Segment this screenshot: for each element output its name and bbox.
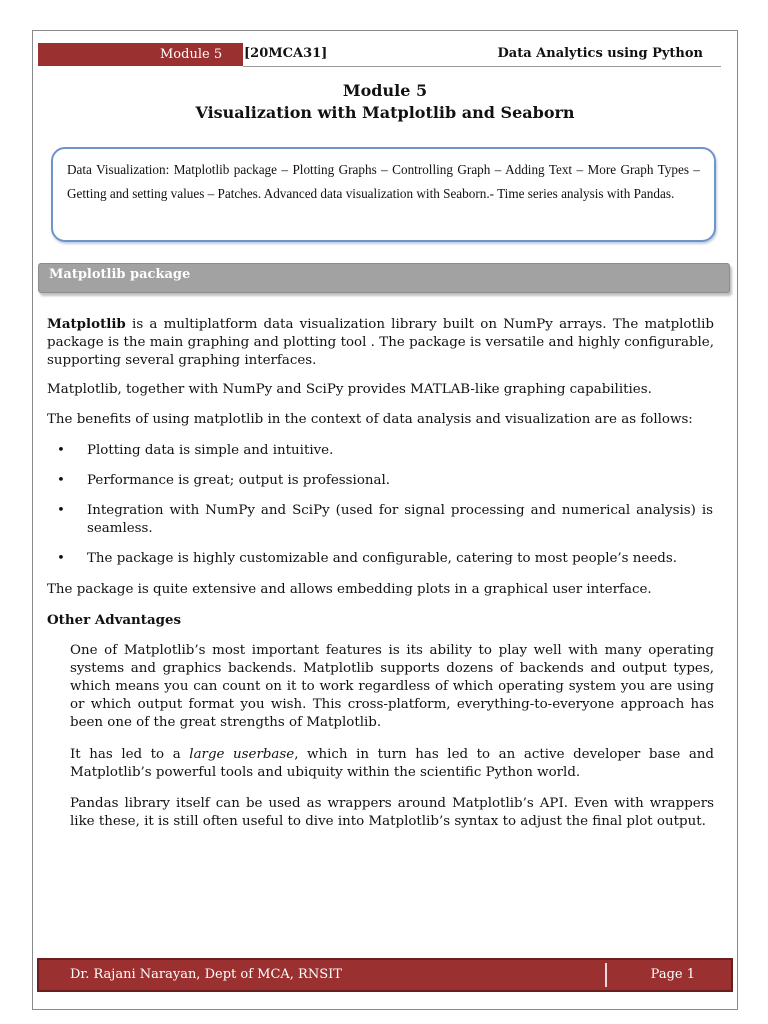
list-item-text: Plotting data is simple and intuitive. <box>87 443 334 458</box>
paragraph-advantage-pandas: Pandas library itself can be used as wrappers around Matplotlib’s API. Even with wrappers like these, it is still often useful to dive into Matplotlib’s syntax to adjust the final plot output. <box>70 796 714 829</box>
section-heading-bar <box>38 263 730 293</box>
list-item-text: Integration with NumPy and SciPy (used for signal processing and numerical analysis) is seamless. <box>87 503 713 536</box>
bullet-dot-icon: • <box>57 473 65 488</box>
subheading-other-advantages: Other Advantages <box>47 612 182 628</box>
footer-divider <box>605 963 607 987</box>
bullet-dot-icon: • <box>57 503 65 518</box>
paragraph-intro <box>47 315 714 370</box>
userbase-text-after: , which in turn has led to an active developer base and Matplotlib’s powerful tools and ubiquity within the scientific Python world. <box>70 747 715 780</box>
syllabus-text: Data Visualization: Matplotlib package – Plotting Graphs – Controlling Graph – Adding Text – More Graph Types – Getting and setting values – Patches. Advanced data visualization with Seaborn.- Time series analysis with Pandas. <box>67 162 700 201</box>
bullet-dot-icon: • <box>57 443 65 458</box>
section-heading: Matplotlib package <box>49 267 191 282</box>
footer-author: Dr. Rajani Narayan, Dept of MCA, RNSIT <box>70 967 342 982</box>
paragraph-intro-lead: Matplotlib <box>47 316 126 332</box>
paragraph-benefits-intro: The benefits of using matplotlib in the context of data analysis and visualization are as follows: <box>47 412 693 427</box>
page-title-topic: Visualization with Matplotlib and Seaborn <box>195 103 575 122</box>
page-footer <box>37 958 733 992</box>
list-item-text: Performance is great; output is professional. <box>87 473 391 488</box>
syllabus-box <box>51 147 716 242</box>
userbase-text-before: It has led to a <box>70 747 190 762</box>
header-course-title: Data Analytics using Python <box>497 46 703 61</box>
list-item-text: The package is highly customizable and configurable, catering to most people’s needs. <box>87 551 677 566</box>
paragraph-matlab: Matplotlib, together with NumPy and SciPy provides MATLAB-like graphing capabilities. <box>47 382 652 397</box>
page-title-module: Module 5 <box>342 81 428 100</box>
bullet-dot-icon: • <box>57 551 65 566</box>
paragraph-intro-rest: is a multiplatform data visualization library built on NumPy arrays. The matplotlib package is the main graphing and plotting tool . The package is versatile and highly configurable, supporting several graphing interfaces. <box>47 317 714 368</box>
paragraph-embedding: The package is quite extensive and allows embedding plots in a graphical user interface. <box>47 582 652 597</box>
header-module-label: Module 5 <box>38 43 243 66</box>
userbase-text-emphasis: large userbase <box>189 747 295 762</box>
header-course-code: [20MCA31] <box>244 46 328 61</box>
header-rule <box>243 66 721 67</box>
paragraph-advantage-userbase <box>70 746 714 782</box>
footer-page-number: Page 1 <box>650 967 695 982</box>
paragraph-advantage-backends: One of Matplotlib’s most important features is its ability to play well with many operating systems and graphics backends. Matplotlib supports dozens of backends and output types, which means you can count on it to work regardless of which operating system you are using or which output format you wish. This cross-platform, everything-to-everyone approach has been one of the great strengths of Matplotlib. <box>70 643 714 730</box>
